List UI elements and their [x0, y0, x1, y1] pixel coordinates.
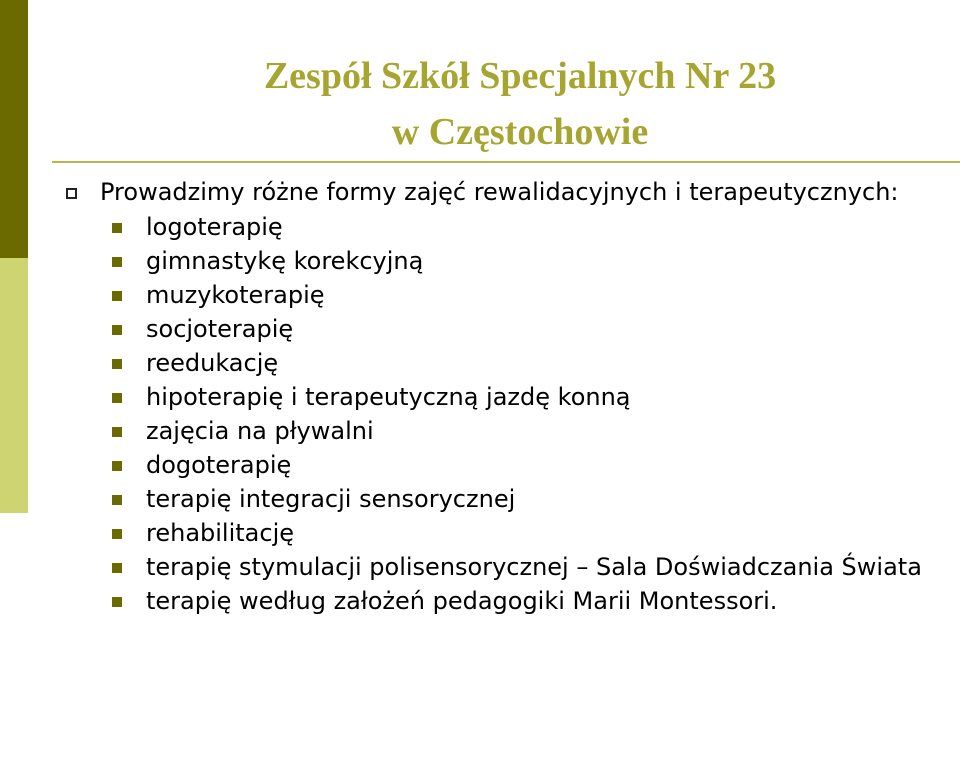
- filled-square-icon: [112, 325, 122, 335]
- filled-square-icon: [112, 427, 122, 437]
- list-item: [60, 214, 940, 241]
- filled-square-icon: [112, 393, 122, 403]
- left-bar-dark: [0, 0, 28, 258]
- therapy-list: [60, 214, 940, 615]
- filled-square-icon: [112, 597, 122, 607]
- list-item: [60, 486, 940, 513]
- filled-square-icon: [112, 291, 122, 301]
- intro-bullet: [60, 178, 940, 207]
- filled-square-icon: [112, 257, 122, 267]
- list-item: [60, 350, 940, 377]
- list-item-text: rehabilitację: [146, 519, 295, 547]
- list-item-text: terapię integracji sensorycznej: [146, 485, 516, 513]
- list-item: [60, 588, 940, 615]
- list-item-text: gimnastykę korekcyjną: [146, 247, 424, 275]
- list-item-text: hipoterapię i terapeutyczną jazdę konną: [146, 383, 631, 411]
- list-item-text: reedukację: [146, 349, 279, 377]
- filled-square-icon: [112, 529, 122, 539]
- list-item-text: socjoterapię: [146, 315, 294, 343]
- list-item: [60, 248, 940, 275]
- filled-square-icon: [112, 563, 122, 573]
- list-item-text: dogoterapię: [146, 451, 292, 479]
- filled-square-icon: [112, 359, 122, 369]
- filled-square-icon: [112, 223, 122, 233]
- list-item-text: terapię według założeń pedagogiki Marii Montessori.: [146, 587, 778, 615]
- list-item: [60, 554, 940, 581]
- slide-content: [60, 178, 940, 615]
- title-divider: [52, 161, 960, 163]
- list-item: [60, 452, 940, 479]
- list-item: [60, 316, 940, 343]
- slide-title: [150, 48, 890, 160]
- list-item: [60, 282, 940, 309]
- list-item-text: logoterapię: [146, 213, 283, 241]
- title-line-1: Zespół Szkół Specjalnych Nr 23: [263, 55, 777, 97]
- filled-square-icon: [112, 495, 122, 505]
- filled-square-icon: [112, 461, 122, 471]
- list-item-text: muzykoterapię: [146, 281, 325, 309]
- hollow-square-icon: [66, 188, 77, 199]
- title-line-2: w Częstochowie: [391, 111, 649, 153]
- list-item: [60, 418, 940, 445]
- left-bar-white: [0, 513, 28, 771]
- list-item-text: zajęcia na pływalni: [146, 417, 374, 445]
- intro-text: Prowadzimy różne formy zajęć rewalidacyjnych i terapeutycznych:: [100, 178, 899, 206]
- list-item-text: terapię stymulacji polisensorycznej – Sala Doświadczania Świata: [146, 553, 922, 581]
- list-item: [60, 384, 940, 411]
- left-bar-light: [0, 258, 28, 513]
- list-item: [60, 520, 940, 547]
